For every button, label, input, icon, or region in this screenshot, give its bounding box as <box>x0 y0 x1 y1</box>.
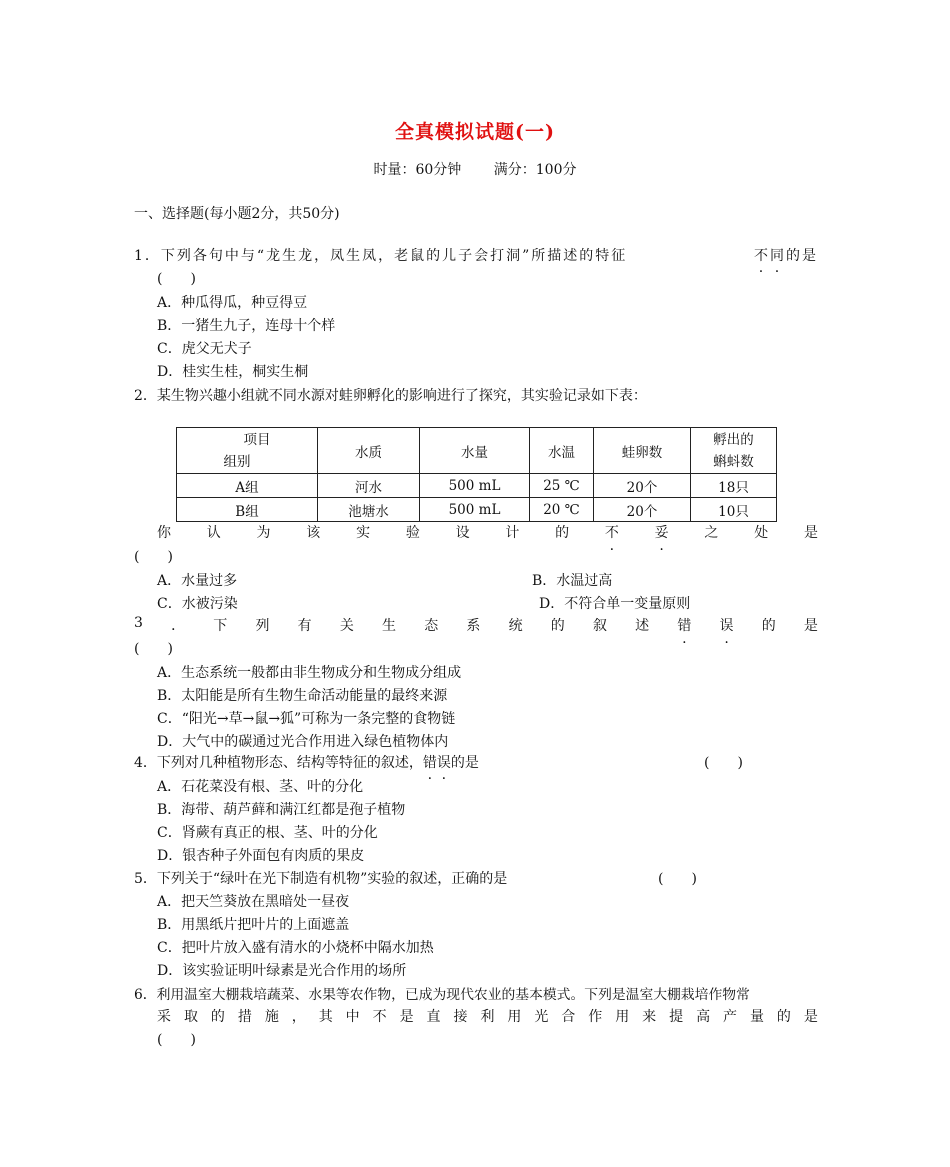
text-char: 中 <box>345 1009 360 1025</box>
text-char: 3 <box>134 615 143 631</box>
answer-paren: ( ) <box>134 549 173 565</box>
text-char: 有 <box>297 618 312 634</box>
option-a: A．生态系统一般都由非生物成分和生物成分组成 <box>157 665 462 681</box>
text-char: 下 <box>213 618 228 634</box>
option-d: D．桂实生桂，桐实生桐 <box>157 364 309 380</box>
text-char: 的 <box>761 618 776 634</box>
emphasis-char: 妥 . <box>655 522 669 542</box>
table-corner-header <box>177 428 318 474</box>
table-cell: A组 <box>177 474 318 498</box>
corner-bottom-label: 组别 <box>223 453 251 470</box>
table-cell: 河水 <box>318 474 420 498</box>
emphasis-char: 不 <box>754 248 770 264</box>
option-a: A．石花菜没有根、茎、叶的分化 <box>157 779 364 795</box>
text-char: 高 <box>696 1009 711 1025</box>
question-2-stem: 2．某生物兴趣小组就不同水源对蛙卵孵化的影响进行了探究，其实验记录如下表： <box>134 388 647 404</box>
table-cell: 池塘水 <box>318 498 420 522</box>
question-3-stem <box>134 615 818 635</box>
table-cell: 25 ℃ <box>530 474 594 498</box>
text-char: 认 <box>206 525 221 541</box>
answer-paren: ( ) <box>157 1032 196 1048</box>
text-char: 为 <box>256 525 271 541</box>
text-char: 述 <box>635 618 650 634</box>
option-b: B．用黑纸片把叶片的上面遮盖 <box>157 917 350 933</box>
option-d: D．不符合单一变量原则 <box>539 596 691 612</box>
text-char: 采 <box>157 1009 171 1025</box>
text-char: 其 <box>318 1009 333 1025</box>
text-char: 叙 <box>592 618 607 634</box>
text-char: 提 <box>669 1009 684 1025</box>
text-char: 措 <box>237 1009 252 1025</box>
text-char: 之 <box>704 525 719 541</box>
text-char: 实 <box>356 525 371 541</box>
option-d: D．该实验证明叶绿素是光合作用的场所 <box>157 963 407 979</box>
emphasis-char: 同 <box>770 248 786 264</box>
text-char: 验 <box>405 525 420 541</box>
answer-paren: ( ) <box>157 271 196 287</box>
table-cell: B组 <box>177 498 318 522</box>
text-char: 利 <box>480 1009 495 1025</box>
option-b: B．海带、葫芦藓和满江红都是孢子植物 <box>157 802 406 818</box>
option-d: D．银杏种子外面包有肉质的果皮 <box>157 848 365 864</box>
text-char: 列 <box>255 618 270 634</box>
option-c: C．把叶片放入盛有清水的小烧杯中隔水加热 <box>157 940 434 956</box>
text-char: 合 <box>561 1009 576 1025</box>
text-char: 关 <box>339 618 354 634</box>
answer-paren: ( ) <box>134 641 173 657</box>
table-header <box>691 428 777 474</box>
text-char: 设 <box>455 525 470 541</box>
q4-stem-post: 的是 <box>450 755 479 771</box>
text-char: 取 <box>183 1009 198 1025</box>
table-row <box>177 474 777 498</box>
option-c: C．水被污染 <box>157 596 238 612</box>
emphasis-char: 错 . <box>677 615 691 635</box>
text-char: 统 <box>508 618 523 634</box>
text-char: 是 <box>803 618 818 634</box>
text-char: 是 <box>399 1009 414 1025</box>
experiment-table <box>176 427 777 522</box>
q1-stem-pre: 1．下列各句中与“龙生龙，凤生凤，老鼠的儿子会打洞”所描述的特征 <box>134 248 628 264</box>
header-line: 孵出的 <box>713 431 754 448</box>
option-a: A．水量过多 <box>157 573 238 589</box>
section-heading: 一、选择题(每小题2分，共50分) <box>134 206 340 222</box>
text-char: 施 <box>264 1009 279 1025</box>
emphasis-char: 不 . <box>605 522 619 542</box>
question-6-stem: 6．利用温室大棚栽培蔬菜、水果等农作物，已成为现代农业的基本模式。下列是温室大棚栽培作物常 <box>134 987 750 1003</box>
table-cell: 500 mL <box>420 474 530 498</box>
header-line: 蝌蚪数 <box>713 453 754 470</box>
text-char: 态 <box>424 618 439 634</box>
full-score: 满分：100分 <box>493 162 577 178</box>
option-c: C．“阳光→草→鼠→狐”可称为一条完整的食物链 <box>157 711 456 727</box>
emphasis-char: 错 <box>422 755 437 771</box>
option-c: C．肾蕨有真正的根、茎、叶的分化 <box>157 825 378 841</box>
question-1-stem <box>134 245 818 265</box>
answer-paren: ( ) <box>658 871 697 887</box>
emphasis-char: 误 . <box>720 615 734 635</box>
text-char: ． <box>171 618 186 634</box>
text-char: 用 <box>507 1009 522 1025</box>
time-limit: 时量：60分钟 <box>373 162 462 178</box>
text-char: 是 <box>803 525 818 541</box>
table-cell: 500 mL <box>420 498 530 522</box>
q4-stem-pre: 4．下列对几种植物形态、结构等特征的叙述， <box>134 755 423 771</box>
table-header: 水质 <box>318 428 420 474</box>
text-char: 该 <box>306 525 321 541</box>
page-title: 全真模拟试题(一) <box>395 121 555 143</box>
text-char: 处 <box>754 525 769 541</box>
question-2-followup <box>157 522 818 542</box>
text-char: 生 <box>382 618 397 634</box>
option-d: D．大气中的碳通过光合作用进入绿色植物体内 <box>157 734 449 750</box>
text-char: 你 <box>157 525 171 541</box>
text-char: 用 <box>615 1009 630 1025</box>
question-6-stem-line2 <box>157 1006 818 1026</box>
question-5-stem: 5．下列关于“绿叶在光下制造有机物”实验的叙述，正确的是 <box>134 871 508 887</box>
q1-stem-post: 的是 <box>786 248 818 264</box>
corner-top-label: 项目 <box>243 431 271 448</box>
text-char: 来 <box>642 1009 657 1025</box>
table-cell: 10只 <box>691 498 777 522</box>
emphasis-char: 误 <box>436 755 451 771</box>
question-4-stem <box>134 752 479 772</box>
text-char: 光 <box>534 1009 549 1025</box>
text-char: 的 <box>210 1009 225 1025</box>
table-header: 蛙卵数 <box>594 428 691 474</box>
text-char: 的 <box>555 525 570 541</box>
option-b: B．太阳能是所有生物生命活动能量的最终来源 <box>157 688 448 704</box>
table-cell: 20个 <box>594 474 691 498</box>
table-header: 水温 <box>530 428 594 474</box>
option-b: B．水温过高 <box>532 573 613 589</box>
option-b: B．一猪生九子，连母十个样 <box>157 318 336 334</box>
answer-paren: ( ) <box>704 755 743 771</box>
text-char: 量 <box>749 1009 764 1025</box>
option-a: A．把天竺葵放在黑暗处一昼夜 <box>157 894 350 910</box>
text-char: ， <box>291 1009 306 1025</box>
table-header: 水量 <box>420 428 530 474</box>
text-char: 的 <box>550 618 565 634</box>
text-char: 是 <box>803 1009 818 1025</box>
text-char: 计 <box>505 525 520 541</box>
text-char: 产 <box>723 1009 738 1025</box>
text-char: 直 <box>426 1009 441 1025</box>
text-char: 不 <box>372 1009 387 1025</box>
table-cell: 20 ℃ <box>530 498 594 522</box>
text-char: 作 <box>588 1009 603 1025</box>
table-row <box>177 498 777 522</box>
option-c: C．虎父无犬子 <box>157 341 252 357</box>
table-cell: 18只 <box>691 474 777 498</box>
text-char: 接 <box>453 1009 468 1025</box>
table-cell: 20个 <box>594 498 691 522</box>
text-char: 系 <box>466 618 481 634</box>
option-a: A．种瓜得瓜，种豆得豆 <box>157 295 308 311</box>
exam-meta <box>0 159 950 179</box>
text-char: 的 <box>776 1009 791 1025</box>
